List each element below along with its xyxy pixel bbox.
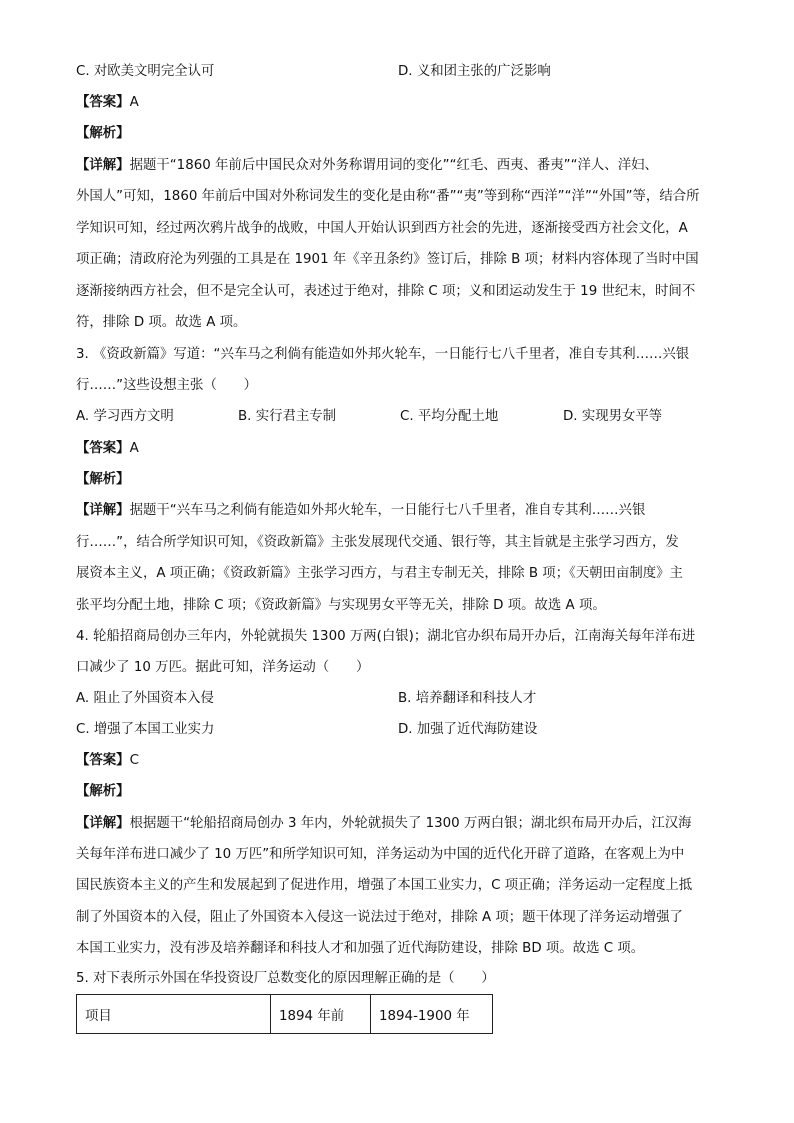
q3-analysis-label: 【解析】	[76, 472, 130, 487]
detail-label: 【详解】	[76, 158, 130, 173]
answer-value: A	[129, 95, 139, 110]
q4-detail-line-4: 制了外国资本的入侵，阻止了外国资本入侵这一说法过于绝对，排除 A 项；题干体现了洋务运动增强了	[76, 910, 683, 925]
prev-detail-line-3: 学知识可知，经过两次鸦片战争的战败，中国人开始认识到西方社会的先进，逐渐接受西方社会文化，A	[76, 221, 688, 236]
prev-detail-line-2: 外国人”可知，1860 年前后中国对外称词发生的变化是由称“番”“夷”等到称“西洋”“洋”“外国”等，结合所	[76, 189, 700, 204]
prev-detail-line-5: 逐渐接纳西方社会，但不是完全认可，表述过于绝对，排除 C 项；义和团运动发生于 19 世纪末，时间不	[76, 284, 696, 299]
q3-stem-line-2: 行……”这些设想主张（ ）	[76, 378, 258, 393]
q3-answer: 【答案】A	[76, 441, 139, 456]
q4-detail-line-2: 关每年洋布进口减少了 10 万匹”和所学知识可知，洋务运动为中国的近代化开辟了道路，在客观上为中	[76, 847, 685, 862]
q3-detail-line-2: 行……”，结合所学知识可知，《资政新篇》主张发展现代交通、银行等，其主旨就是主张学习西方，发	[76, 535, 679, 550]
q4-option-c: C. 增强了本国工业实力	[76, 722, 215, 737]
q3-stem-line-1: 3. 《资政新篇》写道：“兴车马之利倘有能造如外邦火轮车，一日能行七八千里者，准自专其利……兴银	[76, 347, 690, 362]
prev-option-d: D. 义和团主张的广泛影响	[398, 64, 551, 79]
q4-detail-line-5: 本国工业实力，没有涉及培养翻译和科技人才和加强了近代海防建设，排除 BD 项。故选 C 项。	[76, 941, 645, 956]
q5-stem: 5. 对下表所示外国在华投资设厂总数变化的原因理解正确的是（ ）	[76, 971, 495, 986]
table-header-item: 项目	[77, 995, 271, 1034]
q3-detail-line-1: 【详解】据题干“兴车马之利倘有能造如外邦火轮车，一日能行七八千里者，准自专其利……兴银	[76, 503, 646, 518]
prev-detail-line-6: 符，排除 D 项。故选 A 项。	[76, 315, 247, 330]
q4-option-b: B. 培养翻译和科技人才	[398, 691, 537, 706]
q3-option-b: B. 实行君主专制	[238, 409, 337, 424]
q4-stem-line-1: 4. 轮船招商局创办三年内，外轮就损失 1300 万两(白银)；湖北官办织布局开办后，江南海关每年洋布进	[76, 629, 696, 644]
prev-answer	[76, 93, 139, 113]
q4-answer: 【答案】C	[76, 753, 139, 768]
prev-detail-line-4: 项正确；清政府沦为列强的工具是在 1901 年《辛丑条约》签订后，排除 B 项；材料内容体现了当时中国	[76, 252, 699, 267]
answer-label: 【答案】	[76, 95, 130, 110]
q3-detail-line-3: 展资本主义，A 项正确；《资政新篇》主张学习西方，与君主专制无关，排除 B 项；《天朝田亩制度》主	[76, 566, 683, 581]
q3-option-a: A. 学习西方文明	[76, 409, 174, 424]
investment-table	[76, 994, 493, 1034]
q3-detail-line-4: 张平均分配土地，排除 C 项；《资政新篇》与实现男女平等无关，排除 D 项。故选 A 项。	[76, 598, 606, 613]
table-header-1894-1900: 1894-1900 年	[371, 995, 493, 1034]
q4-option-d: D. 加强了近代海防建设	[398, 722, 538, 737]
prev-analysis-label: 【解析】	[76, 126, 130, 141]
q4-option-a: A. 阻止了外国资本入侵	[76, 691, 214, 706]
table-header-before-1894: 1894 年前	[271, 995, 371, 1034]
prev-detail-line-1: 【详解】据题干“1860 年前后中国民众对外务称谓用词的变化”“红毛、西夷、番夷”“洋人、洋妇、	[76, 158, 658, 173]
q3-option-c: C. 平均分配土地	[400, 409, 499, 424]
table-header-row	[77, 995, 493, 1034]
q4-detail-line-1: 【详解】根据题干“轮船招商局创办 3 年内，外轮就损失了 1300 万两白银；湖北织布局开办后，江汉海	[76, 816, 692, 831]
q3-option-d: D. 实现男女平等	[563, 409, 663, 424]
prev-option-c: C. 对欧美文明完全认可	[76, 64, 215, 79]
q4-analysis-label: 【解析】	[76, 784, 130, 799]
q4-detail-line-3: 国民族资本主义的产生和发展起到了促进作用，增强了本国工业实力，C 项正确；洋务运动一定程度上抵	[76, 878, 693, 893]
q4-stem-line-2: 口减少了 10 万匹。据此可知，洋务运动（ ）	[76, 660, 370, 675]
